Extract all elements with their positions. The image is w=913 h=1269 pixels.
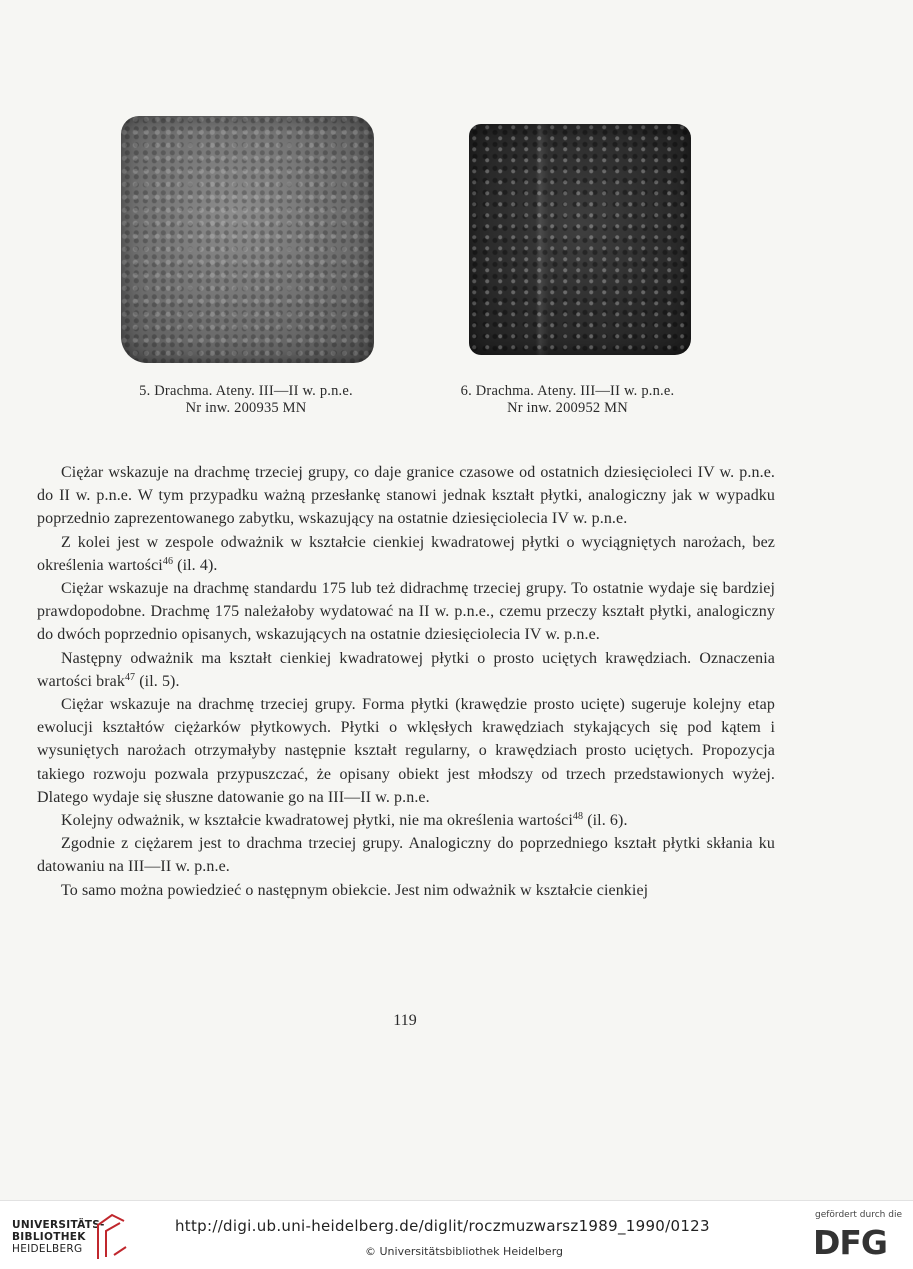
paragraph-5: Ciężar wskazuje na drachmę trzeciej grupy. Forma płytki (krawędzie prosto ucięte) sugeruje kolejny etap ewolucji kształtów ciężarków płytkowych. Płytki o wklęsłych krawędziach stykających się pod kątem i wysuniętych narożach otrzymałyby następnie kształt regularny, o krawędziach prosto uciętych. Propozycja takiego rozwoju pozwala przypuszczać, że opisany obiekt jest młodszy od trzech przedstawionych wyżej. Dlatego wydaje się słuszne datowanie go na III—II w. p.n.e. (37, 696, 775, 806)
page-number: 119 (393, 1012, 417, 1029)
library-logo-text (12, 1219, 105, 1255)
dfg-logo: DFG (813, 1223, 888, 1262)
footer-bar (0, 1200, 913, 1269)
paragraph-1: Ciężar wskazuje na drachmę trzeciej grupy, co daje granice czasowe od ostatnich dziesięcioleci IV w. p.n.e. do II w. p.n.e. W tym przypadku ważną przesłankę stanowi jednak kształt płytki, analogiczny jak w wypadku poprzednio zaprezentowanego zabytku, wskazujący na ostatnie dziesięciolecia IV w. p.n.e. (37, 464, 775, 528)
paragraph-2-text: Z kolei jest w zespole odważnik w kształcie cienkiej kwadratowej płytki o wyciągniętych narożach, bez określenia wartości (37, 533, 775, 574)
figure-5-caption-line2: Nr inw. 200935 MN (185, 400, 307, 416)
figure-5-caption (96, 383, 396, 417)
figure-6-drachma-photo (469, 124, 691, 355)
logo-line-3: HEIDELBERG (12, 1243, 83, 1255)
paragraph-2-tail: (il. 4). (173, 556, 218, 574)
copyright-notice: © Universitätsbibliothek Heidelberg (365, 1245, 564, 1258)
paragraph-4-tail: (il. 5). (135, 672, 180, 690)
footnote-ref-46: 46 (162, 555, 174, 567)
paragraph-4-text: Następny odważnik ma kształt cienkiej kwadratowej płytki o prosto uciętych krawędziach. Oznaczenia wartości brak (37, 649, 775, 690)
library-logo-icon (92, 1211, 128, 1261)
paragraph-8: To samo można powiedzieć o następnym obiekcie. Jest nim odważnik w kształcie cienkiej (61, 881, 649, 899)
permalink-url[interactable]: http://digi.ub.uni-heidelberg.de/diglit/roczmuzwarsz1989_1990/0123 (175, 1217, 710, 1235)
dfg-caption: gefördert durch die (815, 1210, 902, 1220)
figure-6-caption-line2: Nr inw. 200952 MN (507, 400, 628, 416)
paragraph-6-text: Kolejny odważnik, w kształcie kwadratowej płytki, nie ma określenia wartości (61, 812, 573, 830)
paragraph-2 (37, 531, 775, 577)
paragraph-4 (37, 647, 775, 693)
logo-line-1: UNIVERSITÄTS- (12, 1219, 105, 1231)
paragraph-6 (37, 809, 775, 832)
footnote-ref-47: 47 (124, 671, 136, 683)
body-text (37, 461, 775, 902)
paragraph-7: Zgodnie z ciężarem jest to drachma trzeciej grupy. Analogiczny do poprzedniego kształt płytki skłania ku datowaniu na III—II w. p.n.e. (37, 835, 775, 876)
figure-5-caption-line1: 5. Drachma. Ateny. III—II w. p.n.e. (139, 383, 353, 399)
paragraph-6-tail: (il. 6). (583, 812, 628, 830)
figure-6-caption-line1: 6. Drachma. Ateny. III—II w. p.n.e. (460, 383, 675, 399)
figure-6-caption (420, 383, 715, 417)
paragraph-3: Ciężar wskazuje na drachmę standardu 175 lub też didrachmę trzeciej grupy. To ostatnie wydaje się bardziej prawdopodobne. Drachmę 175 należałoby wydatować na II w. p.n.e., czemu przeczy kształt płytki, analogiczny do dwóch poprzednio opisanych, wskazujących na ostatnie dziesięciolecia IV w. p.n.e. (37, 580, 775, 644)
logo-line-2: BIBLIOTHEK (12, 1231, 86, 1243)
footnote-ref-48: 48 (572, 811, 584, 823)
figure-5-drachma-photo (121, 116, 374, 363)
